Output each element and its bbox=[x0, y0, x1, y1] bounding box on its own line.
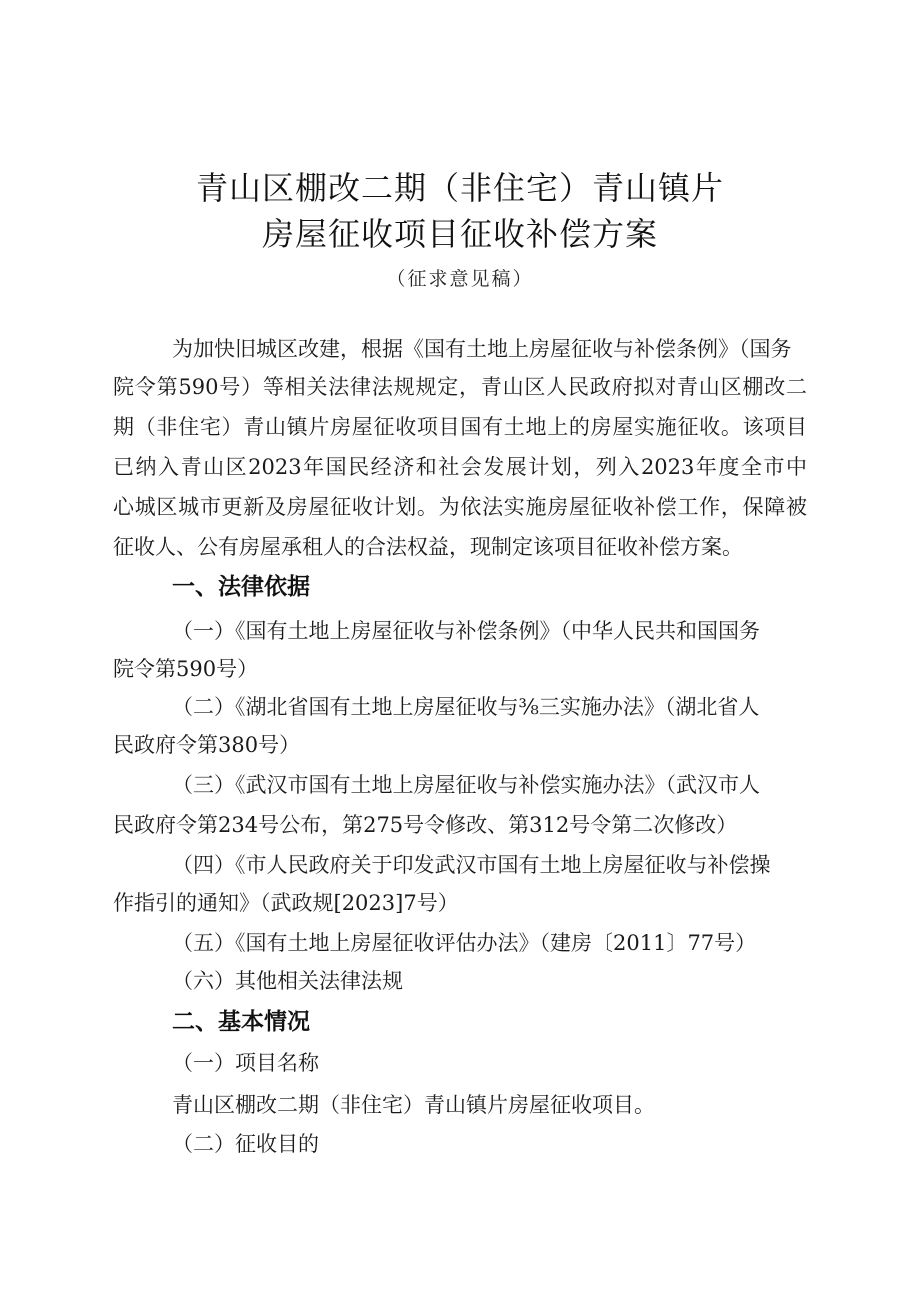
legal-basis-item-3-line-2: 民政府令第234号公布，第275号令修改、第312号令第二次修改） bbox=[113, 813, 738, 837]
legal-basis-item-6: （六）其他相关法律法规 bbox=[172, 969, 403, 993]
document-subtitle: （征求意见稿） bbox=[386, 268, 534, 290]
legal-basis-item-2-line-2: 民政府令第380号） bbox=[113, 733, 301, 757]
intro-line-3: 期（非住宅）青山镇片房屋征收项目国有土地上的房屋实施征收。该项目 bbox=[113, 415, 807, 439]
section-heading-basic-info: 二、基本情况 bbox=[172, 1009, 310, 1035]
legal-basis-item-1-line-2: 院令第590号） bbox=[113, 657, 259, 681]
intro-line-6: 征收人、公有房屋承租人的合法权益，现制定该项目征收补偿方案。 bbox=[113, 535, 743, 559]
legal-basis-item-1-line-1: （一）《国有土地上房屋征收与补偿条例》（中华人民共和国国务 bbox=[172, 619, 760, 643]
intro-line-1: 为加快旧城区改建，根据《国有土地上房屋征收与补偿条例》（国务 bbox=[172, 337, 792, 361]
section-heading-legal-basis: 一、法律依据 bbox=[172, 574, 310, 600]
intro-line-2: 院令第590号）等相关法律法规规定，青山区人民政府拟对青山区棚改二 bbox=[113, 375, 807, 399]
legal-basis-item-2-line-1: （二）《湖北省国有土地上房屋征收与⅜三实施办法》（湖北省人 bbox=[172, 695, 760, 719]
legal-basis-item-5: （五）《国有土地上房屋征收评估办法》（建房〔2011〕77号） bbox=[172, 931, 757, 955]
legal-basis-item-3-line-1: （三）《武汉市国有土地上房屋征收与补偿实施办法》（武汉市人 bbox=[172, 773, 760, 797]
legal-basis-item-4-line-2: 作指引的通知》（武政规[2023]7号） bbox=[113, 891, 459, 915]
document-title-line-2: 房屋征收项目征收补偿方案 bbox=[261, 215, 658, 253]
intro-line-5: 心城区城市更新及房屋征收计划。为依法实施房屋征收补偿工作，保障被 bbox=[113, 495, 807, 519]
legal-basis-item-4-line-1: （四）《市人民政府关于印发武汉市国有土地上房屋征收与补偿操 bbox=[172, 853, 771, 877]
basic-info-project-name-text: 青山区棚改二期（非住宅）青山镇片房屋征收项目。 bbox=[172, 1093, 655, 1117]
intro-line-4: 已纳入青山区2023年国民经济和社会发展计划，列入2023年度全市中 bbox=[113, 455, 807, 479]
basic-info-subheading-project-name: （一）项目名称 bbox=[172, 1051, 319, 1075]
document-title-line-1: 青山区棚改二期（非住宅）青山镇片 bbox=[195, 169, 724, 207]
basic-info-subheading-purpose: （二）征收目的 bbox=[172, 1132, 319, 1156]
